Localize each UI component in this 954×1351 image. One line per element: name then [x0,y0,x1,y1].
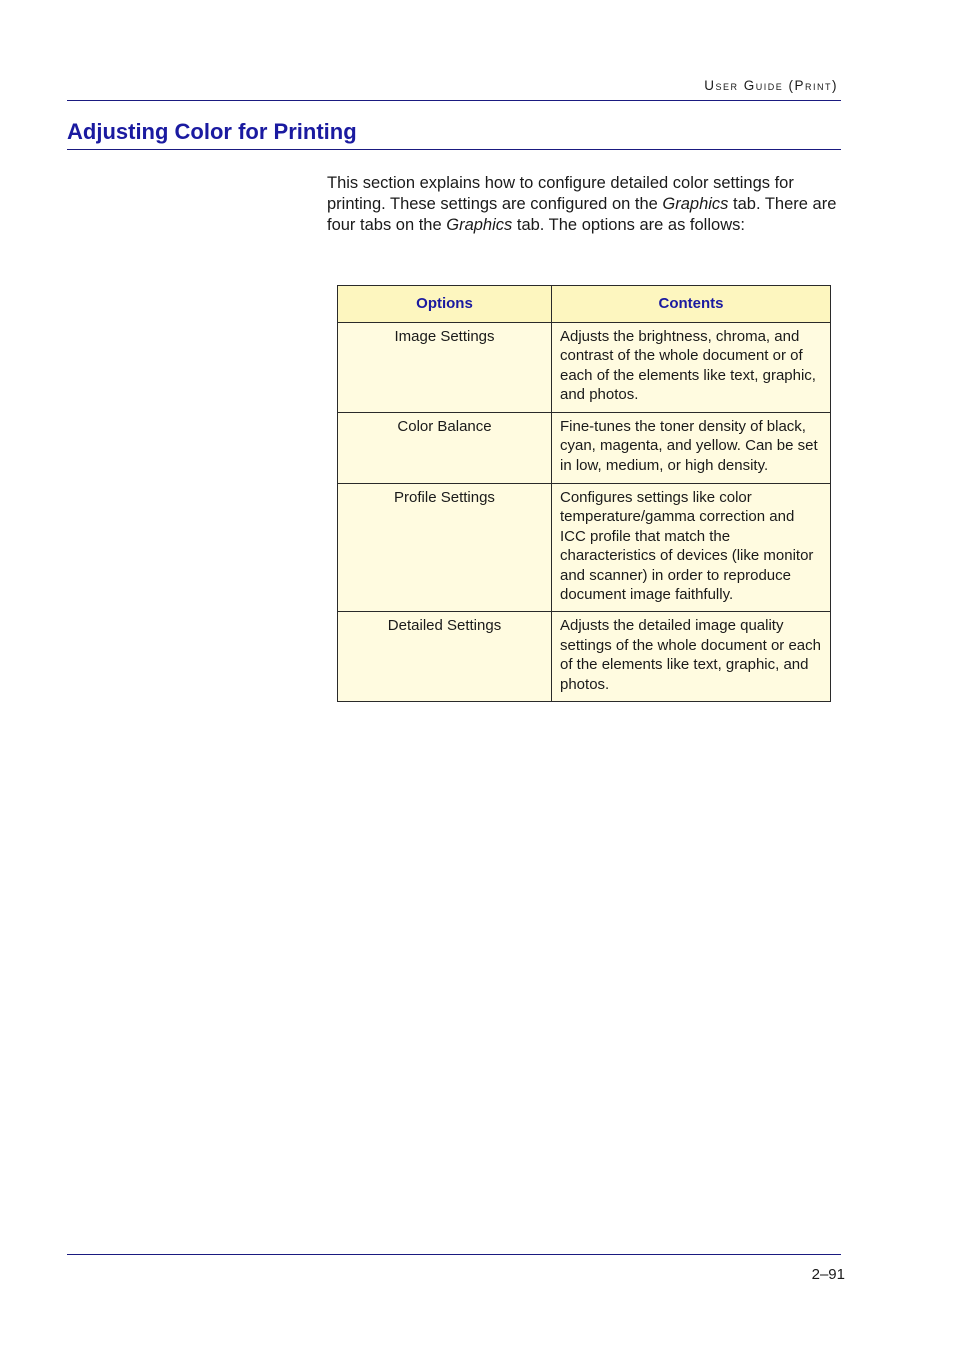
content-cell: Adjusts the brightness, chroma, and contrast of the whole document or of each of the elements like text, graphic, and photos. [552,323,831,413]
intro-text: This section explains how to configure detailed color settings for printing. These settings are configured on the [327,174,794,213]
content-cell: Configures settings like color temperature/gamma correction and ICC profile that match the characteristics of devices (like monitor and scanner) in order to reproduce document image faithfully. [552,484,831,612]
running-header: User Guide (Print) [704,78,838,93]
intro-text: tab. The options are as follows: [512,216,745,234]
intro-emphasis: Graphics [446,216,513,234]
content-cell: Adjusts the detailed image quality settings of the whole document or each of the elements like text, graphic, and photos. [552,612,831,702]
table-row [338,612,831,702]
option-cell: Detailed Settings [338,612,552,702]
intro-emphasis: Graphics [662,195,729,213]
table-row [338,484,831,612]
option-cell: Color Balance [338,413,552,484]
content-cell: Fine-tunes the toner density of black, cyan, magenta, and yellow. Can be set in low, medium, or high density. [552,413,831,484]
options-table [337,285,831,702]
option-cell: Image Settings [338,323,552,413]
intro-paragraph [327,173,842,236]
column-header-contents: Contents [552,286,831,323]
header-divider [67,100,841,101]
column-header-options: Options [338,286,552,323]
page-number: 2–91 [811,1266,845,1283]
footer-divider [67,1254,841,1255]
section-title: Adjusting Color for Printing [67,119,357,144]
title-divider [67,149,841,150]
option-cell: Profile Settings [338,484,552,612]
table-row [338,413,831,484]
table-header-row [338,286,831,323]
intro-text: tab. There are four tabs on the [327,195,837,234]
table-row [338,323,831,413]
